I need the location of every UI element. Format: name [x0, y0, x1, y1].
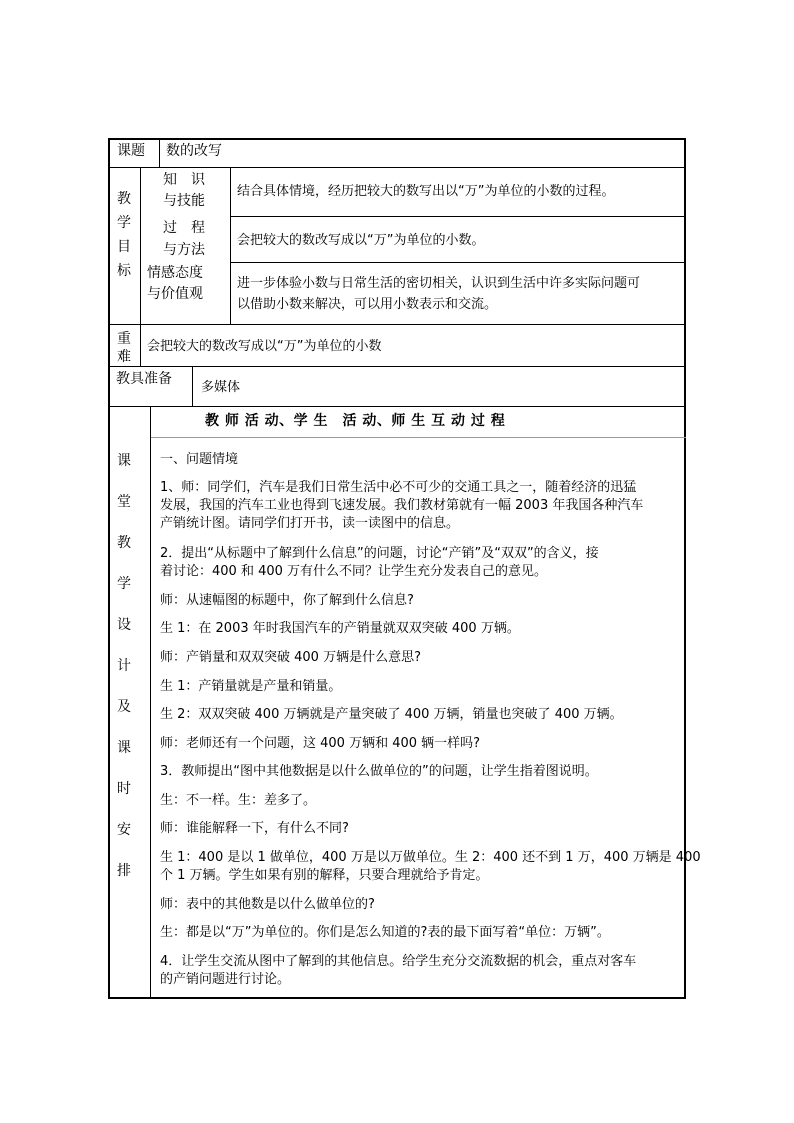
- process-line: 一、问题情境: [160, 452, 239, 467]
- key-point-label-char: 难: [117, 349, 131, 365]
- row-divider: [108, 324, 686, 325]
- process-line: 发展，我国的汽车工业也得到飞速发展。我们教材第就有一幅 2003 年我国各种汽车: [160, 498, 644, 513]
- process-label-char: 教: [117, 535, 131, 551]
- goal-content: 以借助小数来解决，可以用小数表示和交流。: [237, 297, 498, 312]
- process-label-char: 计: [117, 658, 131, 674]
- process-line: 师：从速幅图的标题中，你了解到什么信息?: [160, 593, 414, 608]
- row-divider: [108, 167, 686, 168]
- key-point-label-char: 重: [117, 331, 131, 347]
- row-divider: [108, 366, 686, 367]
- col-divider: [140, 167, 141, 366]
- row-divider: [230, 262, 686, 263]
- row-divider: [230, 216, 686, 217]
- process-line: 生 1：产销量就是产量和销量。: [160, 679, 342, 694]
- goals-label-char: 目: [117, 239, 131, 255]
- process-label-char: 安: [117, 822, 131, 838]
- process-label-char: 课: [117, 453, 131, 469]
- process-label-char: 及: [117, 699, 131, 715]
- goal-content: 结合具体情境，经历把较大的数写出以“万”为单位的小数的过程。: [237, 184, 615, 199]
- goal-content: 进一步体验小数与日常生活的密切相关，认识到生活中许多实际问题可: [237, 276, 641, 291]
- process-line: 产销统计图。请同学们打开书，读一读图中的信息。: [160, 516, 460, 531]
- row-divider: [108, 406, 686, 407]
- process-line: 个 1 万辆。学生如果有别的解释，只要合理就给予肯定。: [160, 868, 489, 883]
- process-label-char: 排: [117, 863, 131, 879]
- goal-category-line1: 知 识: [163, 172, 205, 188]
- process-line: 着讨论：400 和 400 万有什么不同？让学生充分发表自己的意见。: [160, 564, 548, 579]
- process-label-char: 设: [117, 617, 131, 633]
- goal-category-line1: 情感态度: [147, 265, 203, 281]
- process-line: 生 2：双双突破 400 万辆就是产量突破了 400 万辆，销量也突破了 400 万辆。: [160, 707, 623, 722]
- process-line: 生 1：在 2003 年时我国汽车的产销量就双双突破 400 万辆。: [160, 621, 520, 636]
- col-divider: [150, 406, 151, 999]
- col-divider: [159, 138, 160, 167]
- process-line: 4．让学生交流从图中了解到的其他信息。给学生充分交流数据的机会，重点对客车: [160, 954, 637, 969]
- process-label-char: 时: [117, 781, 131, 797]
- topic-value: 数的改写: [166, 143, 222, 159]
- process-line: 师：表中的其他数是以什么做单位的?: [160, 897, 375, 912]
- goal-content: 会把较大的数改写成以“万”为单位的小数。: [237, 233, 485, 248]
- goal-category-line2: 与价值观: [147, 286, 203, 302]
- col-divider: [230, 167, 231, 324]
- goals-label: [114, 188, 134, 284]
- process-line: 2．提出“从标题中了解到什么信息”的问题，讨论“产销”及“双双”的含义，接: [160, 546, 599, 561]
- topic-label: 课题: [117, 143, 145, 159]
- goal-category-line1: 过 程: [163, 220, 205, 236]
- process-label-char: 堂: [117, 494, 131, 510]
- goal-category-line2: 与方法: [163, 242, 205, 258]
- prep-content: 多媒体: [201, 380, 241, 395]
- process-line: 生：都是以“万”为单位的。你们是怎么知道的?表的最下面写着“单位：万辆”。: [160, 925, 610, 940]
- process-label-char: 学: [117, 576, 131, 592]
- process-line: 1、师：同学们，汽车是我们日常生活中必不可少的交通工具之一，随着经济的迅猛: [160, 480, 637, 495]
- col-divider: [192, 366, 193, 406]
- goals-label-char: 学: [117, 215, 131, 231]
- process-label: [114, 450, 134, 901]
- goal-category-line2: 与技能: [163, 193, 205, 209]
- row-divider: [150, 437, 686, 438]
- process-line: 3．教师提出“图中其他数据是以什么做单位的”的问题，让学生指着图说明。: [160, 764, 598, 779]
- process-line: 生 1：400 是以 1 做单位，400 万是以万做单位。生 2：400 还不到 1 万，400 万辆是 400: [160, 850, 701, 865]
- process-label-char: 课: [117, 740, 131, 756]
- goals-label-char: 标: [117, 263, 131, 279]
- process-line: 的产销问题进行讨论。: [160, 972, 291, 987]
- process-line: 生：不一样。生：差多了。: [160, 793, 317, 808]
- process-heading: 教 师 活 动、学 生 活 动、师 生 互 动 过 程: [205, 413, 506, 429]
- process-line: 师：产销量和双双突破 400 万辆是什么意思?: [160, 650, 421, 665]
- process-line: 师：谁能解释一下，有什么不同?: [160, 821, 349, 836]
- key-point-content: 会把较大的数改写成以“万”为单位的小数: [147, 339, 382, 354]
- goals-label-char: 教: [117, 191, 131, 207]
- process-line: 师：老师还有一个问题，这 400 万辆和 400 辆一样吗?: [160, 736, 481, 751]
- prep-label: 教具准备: [116, 371, 172, 387]
- key-point-label: [114, 328, 134, 364]
